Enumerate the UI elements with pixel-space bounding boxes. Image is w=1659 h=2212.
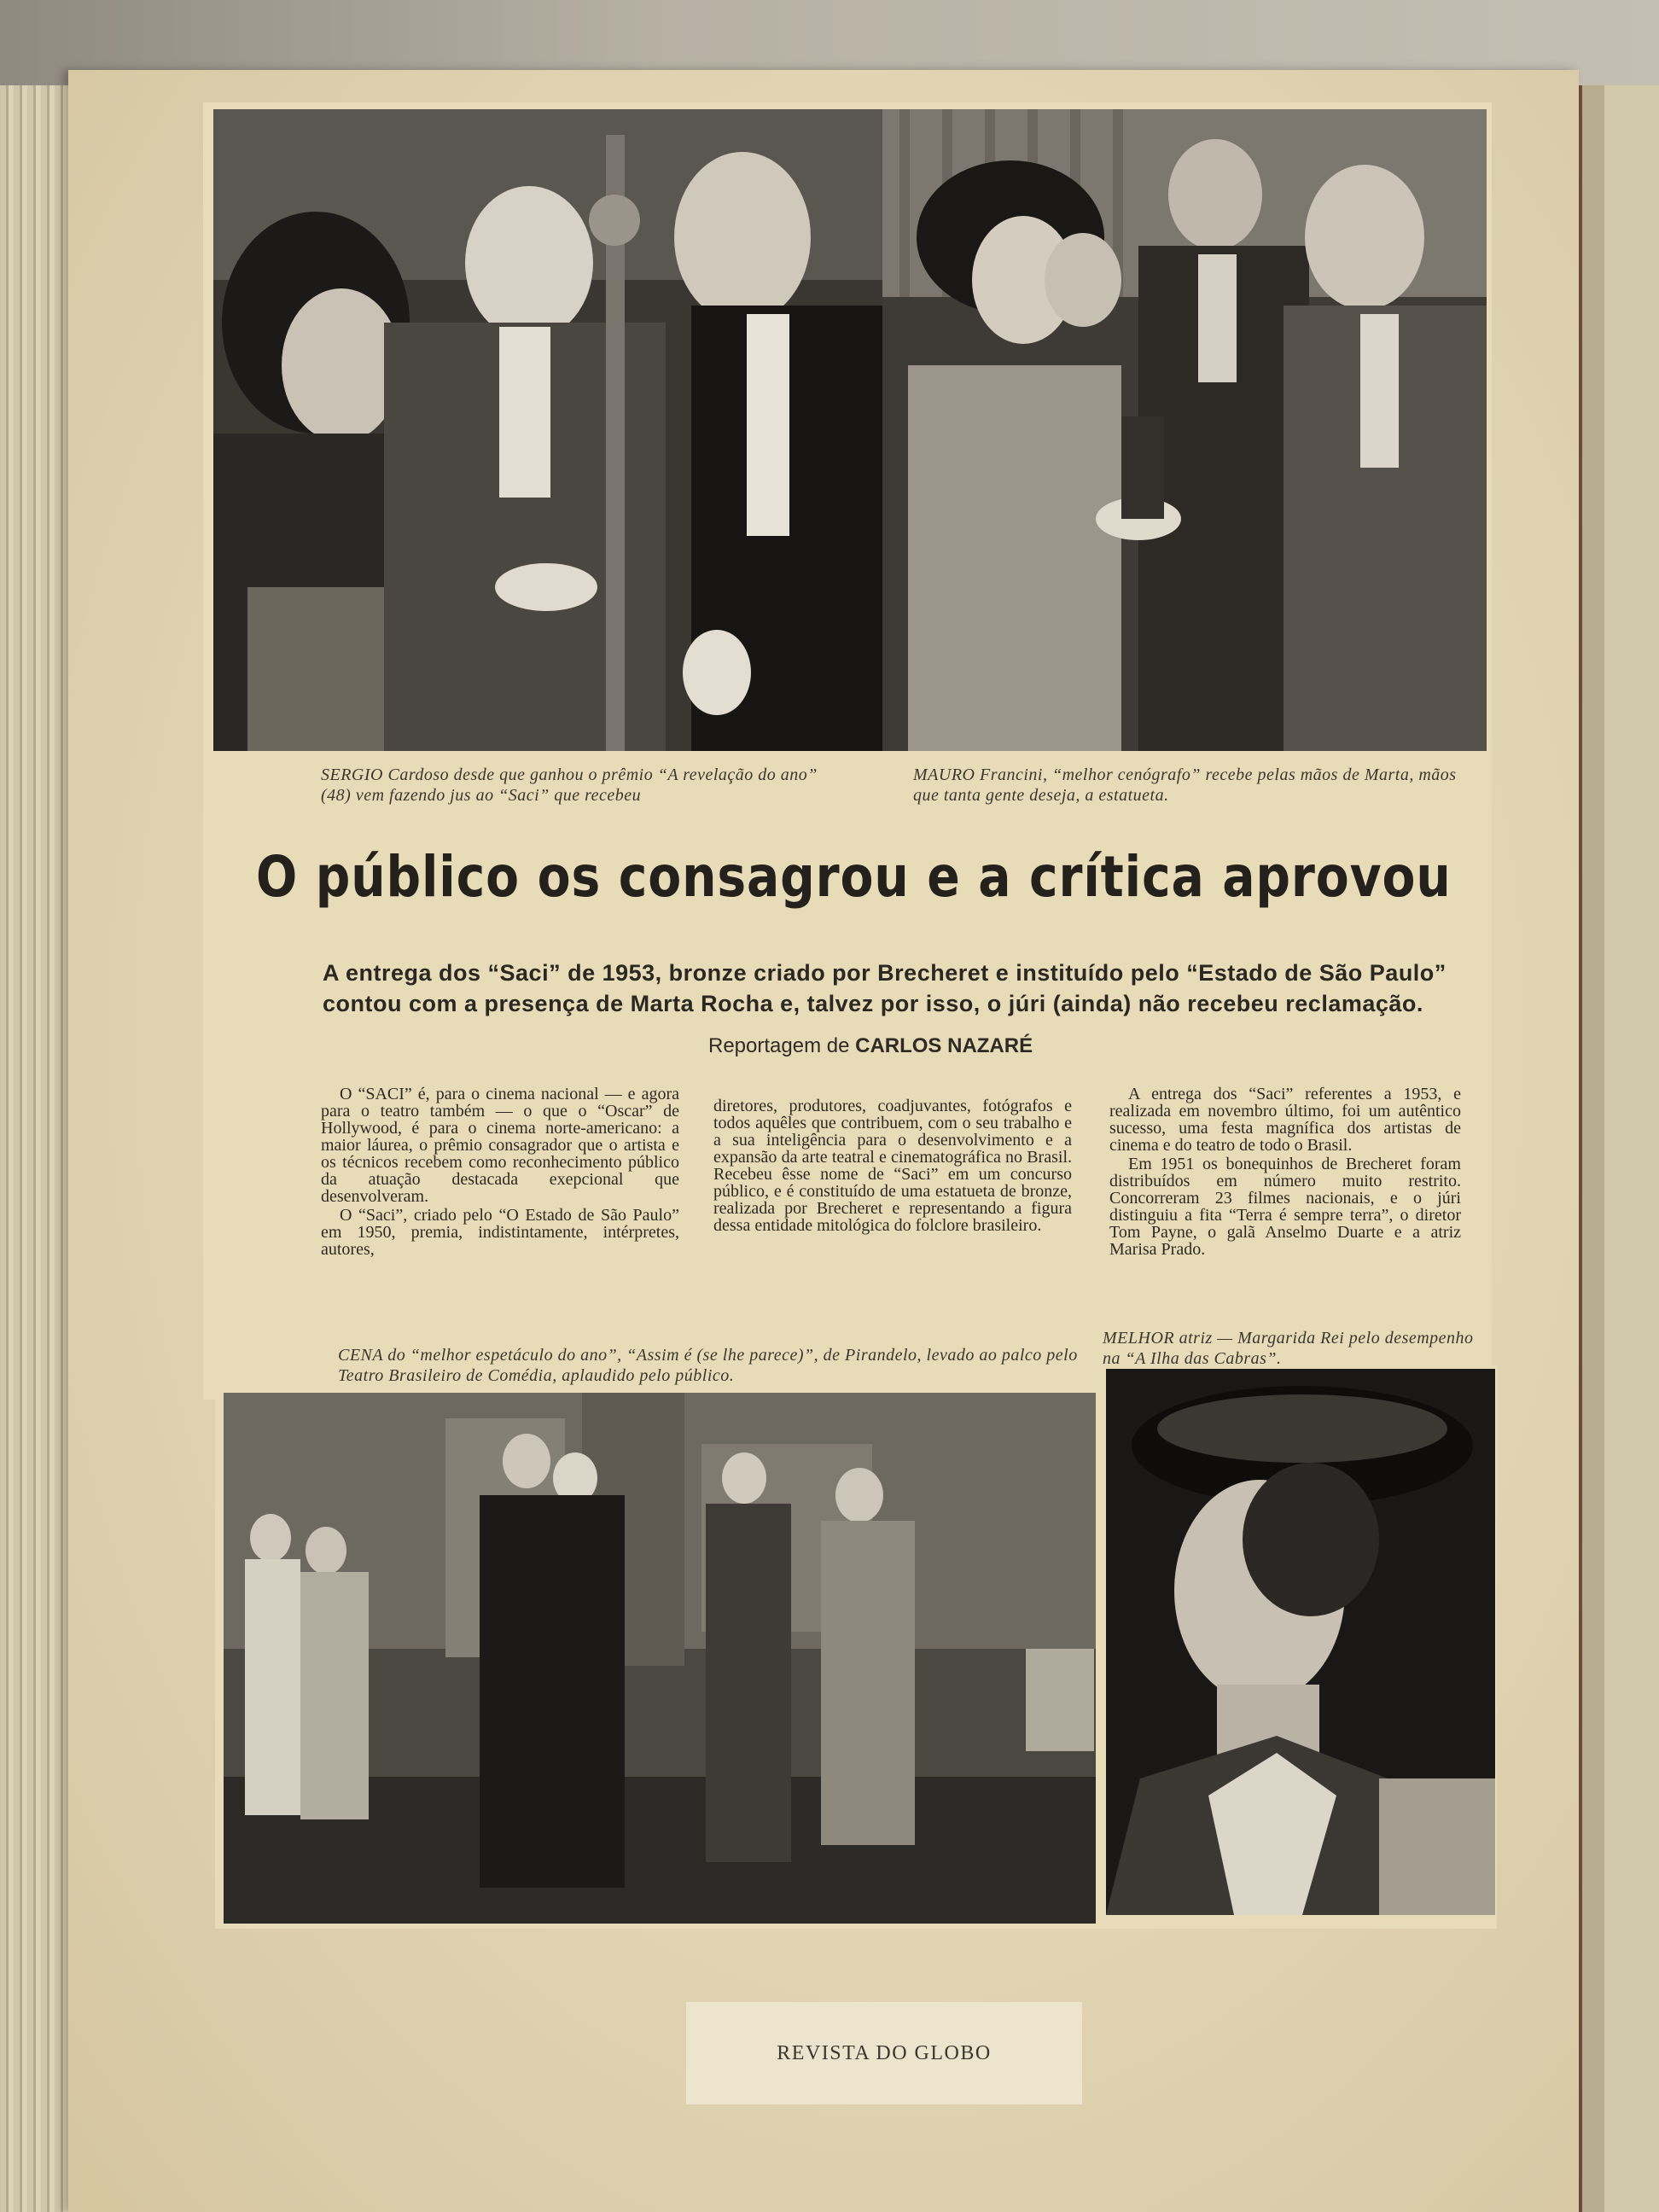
article-headline: O público os consagrou e a crítica aprovou: [256, 844, 1452, 910]
caption-photo-actress: MELHOR atriz — Margarida Rei pelo desempenho na “A Ilha das Cabras”.: [1103, 1329, 1474, 1368]
caption-photo-scene: CENA do “melhor espetáculo do ano”, “Assim é (se lhe parece)”, de Pirandelo, levado ao palco pelo Teatro Brasileiro de Comédia, aplaudido pelo público.: [338, 1346, 1078, 1385]
article-byline: [708, 1034, 1220, 1058]
book-binding: [1570, 85, 1659, 2212]
caption-photo-mauro: MAURO Francini, “melhor cenógrafo” recebe pelas mãos de Marta, mãos que tanta gente deseja, a estatueta.: [913, 765, 1457, 805]
article-column-3: [1109, 1086, 1461, 1260]
article-subhead: A entrega dos “Saci” de 1953, bronze criado por Brecheret e instituído pelo “Estado de São Paulo” contou com a presença de Marta Rocha e, talvez por isso, o júri (ainda) não recebeu reclamação.: [323, 960, 1447, 1016]
paragraph: diretores, produtores, coadjuvantes, fotógrafos e todos aquêles que contribuem, com o seu trabalho e a sua inteligência para o desenvolvimento e a expansão da arte teatral e cinematográfica no Brasil. Recebeu êsse nome de “Saci” em um concurso público, e é constituído de uma estatueta de bronze, realizada por Brecheret e representando a figura dessa entidade mitológica do folclore brasileiro.: [713, 1097, 1072, 1235]
paragraph: O “Saci”, criado pelo “O Estado de São Paulo” em 1950, premia, indistintamente, intérpretes, autores,: [321, 1206, 679, 1259]
article-column-2: [713, 1097, 1072, 1236]
byline-author: CARLOS NAZARÉ: [855, 1034, 1033, 1057]
caption-photo-sergio: SERGIO Cardoso desde que ganhou o prêmio “A revelação do ano” (48) vem fazendo jus ao “Saci” que recebeu: [321, 765, 818, 805]
paragraph: Em 1951 os bonequinhos de Brecheret foram distribuídos em número muito restrito. Concorreram 23 filmes nacionais, e o júri distinguiu a fita “Terra é sempre terra”, o diretor Tom Payne, o galã Anselmo Duarte e a atriz Marisa Prado.: [1109, 1155, 1461, 1259]
photo-theater-scene: [224, 1393, 1096, 1924]
photo-mauro-francini: [882, 109, 1487, 751]
article-column-1: [321, 1086, 679, 1260]
photo-margarida-rei: [1106, 1369, 1495, 1915]
paragraph: O “SACI” é, para o cinema nacional — e agora para o teatro também — o que o “Oscar” de Hollywood, é para o cinema norte-americano: a maior láurea, o prêmio consagrador que o artista e os técnicos recebem como reconhecimento público da atuação destacada exepcional que desenvolveram.: [321, 1085, 679, 1206]
publication-label: REVISTA DO GLOBO: [686, 2002, 1082, 2104]
byline-prefix: Reportagem de: [708, 1034, 850, 1057]
photo-sergio-cardoso: [213, 109, 893, 751]
paragraph: A entrega dos “Saci” referentes a 1953, e realizada em novembro último, foi um autêntico sucesso, uma festa magnífica dos artistas de cinema e do teatro de todo o Brasil.: [1109, 1085, 1461, 1155]
